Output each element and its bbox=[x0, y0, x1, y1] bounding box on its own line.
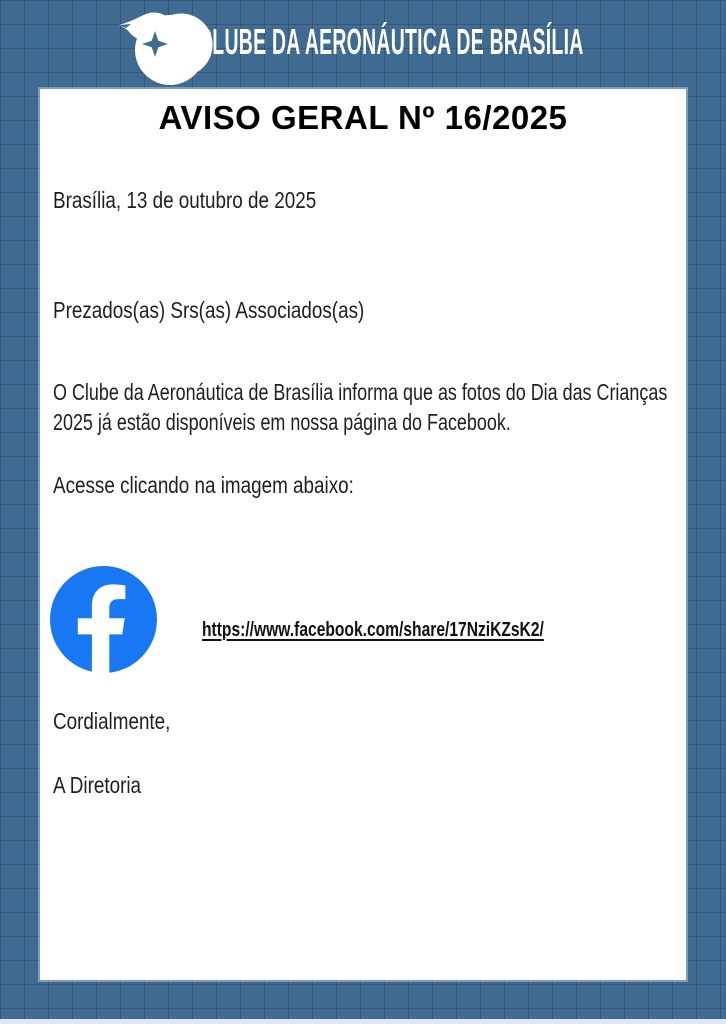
notice-card bbox=[40, 89, 686, 980]
facebook-icon[interactable] bbox=[50, 566, 157, 673]
date-line: Brasília, 13 de outubro de 2025 bbox=[53, 187, 317, 213]
bottom-edge-strip bbox=[0, 1019, 726, 1024]
salutation-line: Prezados(as) Srs(as) Associados(as) bbox=[53, 297, 365, 323]
closing-line: Cordialmente, bbox=[53, 708, 171, 734]
body-paragraph: O Clube da Aeronáutica de Brasília informa que as fotos do Dia das Crianças 2025 já estão disponíveis em nossa página do Facebook. bbox=[53, 379, 668, 435]
cta-line: Acesse clicando na imagem abaixo: bbox=[53, 472, 354, 498]
notice-title: AVISO GERAL Nº 16/2025 bbox=[158, 99, 568, 136]
org-name: CLUBE DA AERONÁUTICA DE BRASÍLIA bbox=[198, 21, 584, 62]
facebook-link[interactable]: https://www.facebook.com/share/17NziKZsK2/ bbox=[202, 619, 544, 641]
signature-line: A Diretoria bbox=[53, 772, 142, 798]
